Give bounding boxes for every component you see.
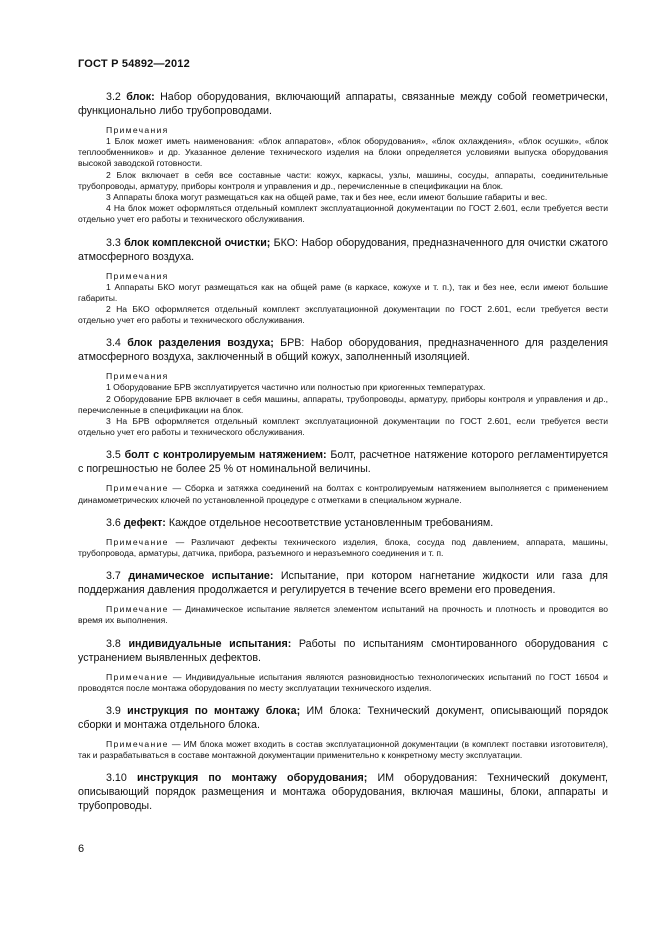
- notes-heading: Примечания: [106, 125, 169, 135]
- note-item: 3 На БРВ оформляется отдельный комплект эксплуатационной документации по ГОСТ 2.601, если требуется вести отдельно учет его работы и технического обслуживания.: [78, 416, 608, 438]
- note-item: 4 На блок может оформляться отдельный комплект эксплуатационной документации по ГОСТ 2.601, если требуется вести отдельно учет его работы и технического обслуживания.: [78, 203, 608, 225]
- note-label: Примечание: [106, 536, 169, 547]
- note-item: Примечание — Сборка и затяжка соединений на болтах с контролируемым натяжением выполняется с применением динамометрических ключей по установленной процедуре с отметками в специальном журнале.: [78, 483, 609, 505]
- note-item: 2 Блок включает в себя все составные части: кожух, каркасы, узлы, машины, сосуды, аппараты, соединительные трубопроводы, арматуру, приборы контроля и управления и др., перечисленные в спецификации на блок.: [78, 169, 608, 191]
- term-entry-3-9: 3.9 инструкция по монтажу блока; ИМ блока: Технический документ, описывающий порядок сборки и монтажа отдельного блока.: [78, 705, 608, 732]
- note-item: Примечание — Различают дефекты технического изделия, блока, сосуда под давлением, аппарата, машины, трубопровода, арматуры, датчика, прибора, разъемного и неразъемного соединения и т. п.: [78, 536, 608, 559]
- term-entry-3-8: 3.8 индивидуальные испытания: Работы по испытаниям смонтированного оборудования с устранением выявленных дефектов.: [78, 637, 608, 664]
- note-item: 1 Блок может иметь наименования: «блок аппаратов», «блок оборудования», «блок охлаждения», «блок осушки», «блок теплообменников» и др. Указанное деление технического изделия на блоки определяется условиями выпуска оборудования высокой заводской готовности.: [78, 136, 608, 169]
- note-label: Примечание: [106, 483, 169, 494]
- term-entry-3-4: 3.4 блок разделения воздуха; БРВ: Набор оборудования, предназначенного для разделения атмосферного воздуха, заключенный в общий кожух, заполненный изоляцией.: [78, 337, 608, 364]
- note-item: Примечание — Индивидуальные испытания являются разновидностью технологических испытаний по ГОСТ 16504 и проводятся после монтажа оборудования по месту эксплуатации технического изделия.: [78, 671, 608, 693]
- term-entry-3-2: 3.2 блок: Набор оборудования, включающий аппараты, связанные между собой геометрически, функционально либо трубопроводами.: [78, 91, 608, 117]
- note-item: 3 Аппараты блока могут размещаться как на общей раме, так и без нее, если имеют большие габариты и вес.: [106, 192, 548, 203]
- page-number: 6: [78, 843, 85, 855]
- term-entry-3-3: 3.3 блок комплексной очистки; БКО: Набор оборудования, предназначенного для очистки сжатого атмосферного воздуха.: [78, 236, 608, 263]
- term-name: инструкция по монтажу оборудования;: [136, 772, 368, 785]
- note-item: Примечание — ИМ блока может входить в состав эксплуатационной документации (в комплект поставки изготовителя), так и разрабатываться в составе монтажной документации применительно к конкретному месту эксплуатации.: [78, 739, 608, 761]
- note-label: Примечание: [106, 604, 169, 615]
- note-item: Примечание — Динамическое испытание является элементом испытаний на прочность и плотность и проводится во время их выполнения.: [78, 604, 609, 626]
- note-item: 2 На БКО оформляется отдельный комплект эксплуатационной документации по ГОСТ 2.601, если требуется вести отдельно учет его работы и технического обслуживания.: [78, 304, 608, 326]
- term-entry-3-5: 3.5 болт с контролируемым натяжением: Болт, расчетное натяжение которого регламентируется с погрешностью не более 25 % от номинальной величины.: [78, 449, 608, 476]
- term-name: блок комплексной очистки;: [124, 236, 271, 249]
- document-body: [78, 88, 608, 813]
- term-name: болт с контролируемым натяжением:: [124, 449, 327, 462]
- note-item: 1 Аппараты БКО могут размещаться как на общей раме (в каркасе, кожухе и т. п.), так и без нее, если имеют большие габариты.: [78, 281, 608, 303]
- term-entry-3-10: 3.10 инструкция по монтажу оборудования; ИМ оборудования: Технический документ, описывающий порядок размещения и монтажа оборудования, включая машины, блоки, аппараты и трубопроводы.: [78, 772, 608, 813]
- term-entry-3-7: 3.7 динамическое испытание: Испытание, при котором нагнетание жидкости или газа для поддержания давления продолжается и регулируется в течение всего времени его проведения.: [78, 570, 608, 597]
- term-name: дефект:: [123, 516, 166, 529]
- term-name: динамическое испытание:: [128, 570, 274, 583]
- note-label: Примечание: [106, 739, 169, 750]
- note-label: Примечание: [106, 671, 169, 682]
- notes-heading: Примечания: [106, 371, 169, 382]
- note-item: 1 Оборудование БРВ эксплуатируется частично или полностью при криогенных температурах.: [106, 382, 486, 393]
- term-name: инструкция по монтажу блока;: [127, 705, 301, 718]
- note-item: 2 Оборудование БРВ включает в себя машины, аппараты, трубопроводы, арматуру, приборы контроля и управления и др., перечисленные в спецификации на блок.: [78, 393, 608, 415]
- notes-heading: Примечания: [106, 270, 169, 281]
- term-name: блок:: [126, 91, 155, 103]
- term-name: индивидуальные испытания:: [128, 637, 292, 650]
- document-header: ГОСТ Р 54892—2012: [78, 58, 190, 70]
- term-entry-3-6: 3.6 дефект: Каждое отдельное несоответствие установленным требованиям.: [106, 516, 494, 529]
- term-name: блок разделения воздуха;: [127, 337, 274, 350]
